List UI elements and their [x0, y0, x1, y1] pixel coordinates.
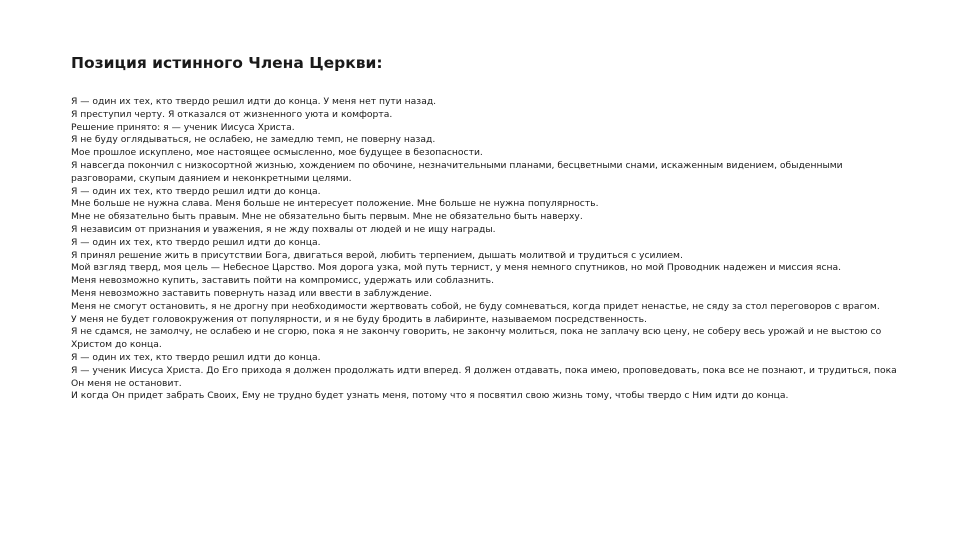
- text-line: Мое прошлое искуплено, мое настоящее осмысленно, мое будущее в безопасности.: [71, 147, 483, 159]
- text-line: Я не сдамся, не замолчу, не ослабею и не сгорю, пока я не закончу говорить, не закончу молиться, пока не заплачу всю цену, не соберу весь урожай и не выстою со Христом до конца.: [71, 326, 882, 351]
- text-line: Я — один их тех, кто твердо решил идти до конца. У меня нет пути назад.: [71, 96, 437, 107]
- slide-title: Позиция истинного Члена Церкви:: [71, 54, 383, 72]
- text-line: Мне больше не нужна слава. Меня больше не интересует положение. Мне больше не нужна популярность.: [71, 198, 599, 210]
- text-line: Я — один их тех, кто твердо решил идти до конца.: [71, 185, 321, 197]
- text-line: Мой взгляд тверд, моя цель — Небесное Царство. Моя дорога узка, мой путь тернист, у меня немного спутников, но мой Проводник надежен и миссия ясна.: [71, 262, 842, 274]
- text-line: Я принял решение жить в присутствии Бога, двигаться верой, любить терпением, дышать молитвой и трудиться с усилием.: [71, 249, 683, 261]
- text-line: Меня невозможно заставить повернуть назад или ввести в заблуждение.: [71, 287, 432, 299]
- text-line: Я — ученик Иисуса Христа. До Его прихода я должен продолжать идти вперед. Я должен отдавать, пока имею, проповедовать, пока все не познают, и трудиться, пока Он меня не остановит.: [71, 364, 897, 389]
- text-line: И когда Он придет забрать Своих, Ему не трудно будет узнать меня, потому что я посвятил свою жизнь тому, чтобы твердо с Ним идти до конца.: [71, 390, 789, 402]
- text-line: Решение принято: я — ученик Иисуса Христа.: [71, 121, 295, 133]
- text-line: Мне не обязательно быть правым. Мне не обязательно быть первым. Мне не обязательно быть наверху.: [71, 211, 583, 223]
- slide-body: [71, 96, 897, 403]
- text-line: Меня невозможно купить, заставить пойти на компромисс, удержать или соблазнить.: [71, 275, 494, 287]
- text-line: Я не буду оглядываться, не ослабею, не замедлю темп, не поверну назад.: [71, 134, 436, 146]
- text-line: Я — один их тех, кто твердо решил идти до конца.: [71, 236, 321, 248]
- text-line: Я навсегда покончил с низкосортной жизнью, хождением по обочине, незначительными планами, бесцветными снами, искаженным видением, обыденными разговорами, скупым даянием и неконкретными целями.: [71, 159, 843, 184]
- text-line: Меня не смогут остановить, я не дрогну при необходимости жертвовать собой, не буду сомневаться, когда придет ненастье, не сяду за стол переговоров с врагом.: [71, 300, 880, 312]
- text-line: Я — один их тех, кто твердо решил идти до конца.: [71, 351, 321, 363]
- text-line: Я преступил черту. Я отказался от жизненного уюта и комфорта.: [71, 108, 393, 120]
- text-line: Я независим от признания и уважения, я не жду похвалы от людей и не ищу награды.: [71, 223, 496, 235]
- text-line: У меня не будет головокружения от популярности, и я не буду бродить в лабиринте, называемом посредственность.: [71, 313, 647, 325]
